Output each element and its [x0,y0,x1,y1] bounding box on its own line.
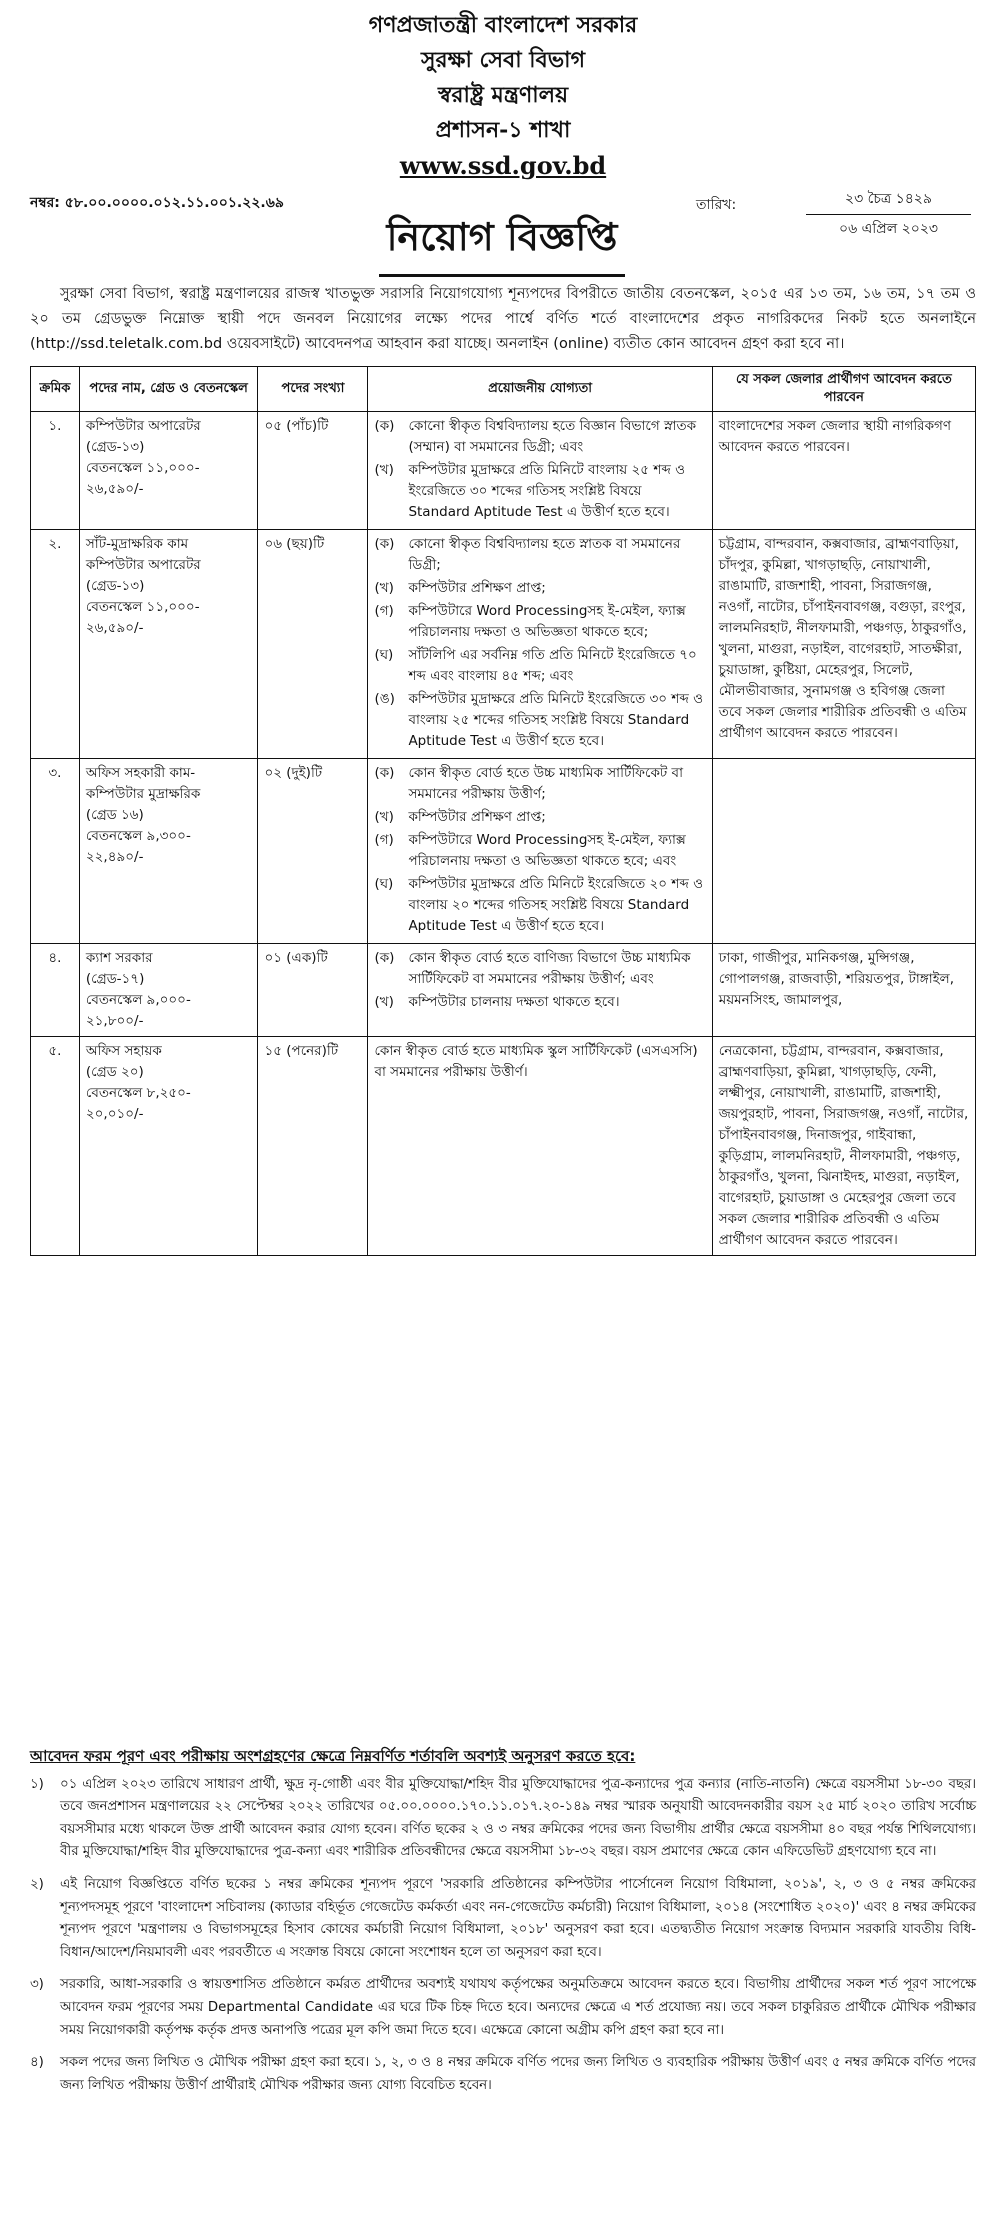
condition-text: এই নিয়োগ বিজ্ঞপ্তিতে বর্ণিত ছকের ১ নম্বর ক্রমিকের শূন্যপদ পূরণে 'সরকারি প্রতিষ্ঠানের কম্পিউটার পার্সোনেল নিয়োগ বিধিমালা, ২০১৯', ২, ৩ ও ৫ নম্বর ক্রমিকের শূন্যপদসমূহ পূরণে 'বাংলাদেশ সচিবালয় (ক্যাডার বহির্ভূত গেজেটেড কর্মকর্তা এবং নন-গেজেটেড কর্মচারী) নিয়োগ বিধিমালা, ২০১৪ (সংশোধিত ২০২০)' এবং ৪ নম্বর ক্রমিকের শূন্যপদ পূরণে 'মন্ত্রণালয় ও বিভাগসমূহের হিসাব কোষের কর্মচারী নিয়োগ বিধিমালা, ২০১৮' অনুসরণ করা হবে। এতদ্ব্যতীত নিয়োগ সংক্রান্ত বিদ্যমান সরকারি যাবতীয় বিধি-বিধান/আদেশ/নিয়মাবলী এবং পরবর্তীতে এ সংক্রান্ত বিষয়ে কোনো সংশোধন হলে তা অনুসরণ করা হবে। [60,1876,976,1960]
qualification-key: (ঘ) [374,647,394,663]
post-line: ২০,০১০/- [85,1106,144,1122]
post-line: বেতনস্কেল ৮,২৫০- [85,1085,191,1101]
qualification-text: কম্পিউটার প্রশিক্ষণ প্রাপ্ত; [408,809,546,825]
qualification-item [374,807,705,828]
qualification-key: (খ) [374,580,394,596]
qualification-item [374,645,705,687]
qualification-text: সাঁটলিপি এর সর্বনিম্ন গতি প্রতি মিনিটে ইংরেজিতে ৭০ শব্দ এবং বাংলায় ৪৫ শব্দ; এবং [408,647,697,684]
division-name: সুরক্ষা সেবা বিভাগ [421,47,585,73]
qualification-item [374,460,705,523]
condition-text: ০১ এপ্রিল ২০২৩ তারিখে সাধারণ প্রার্থী, ক্ষুদ্র নৃ-গোষ্ঠী এবং বীর মুক্তিযোদ্ধা/শহিদ বীর মুক্তিযোদ্ধাদের পুত্র-কন্যাদের পুত্র কন্যার (নাতি-নাতনি) ক্ষেত্রে বয়সসীমা ১৮-৩০ বছর। তবে জনপ্রশাসন মন্ত্রণালয়ের ২২ সেপ্টেম্বর ২০২২ তারিখের ০৫.০০.০০০০.১৭০.১১.০১৭.২০-১৪৯ নম্বর স্মারক অনুযায়ী আবেদনকারীর বয়স ২৫ মার্চ ২০২০ তারিখ সর্বোচ্চ বয়সসীমার মধ্যে থাকলে উক্ত প্রার্থী আবেদন করার যোগ্য হবেন। বর্ণিত ছকের ২ ও ৩ নম্বর ক্রমিকের পদের জন্য বিভাগীয় প্রার্থীর ক্ষেত্রে বয়সসীমা ৪০ বছর পর্যন্ত শিথিলযোগ্য। বীর মুক্তিযোদ্ধা/শহিদ বীর মুক্তিযোদ্ধাদের পুত্র-কন্যা এবং শারীরিক প্রতিবন্ধীদের ক্ষেত্রে বয়সসীমা ১৮-৩২ বছর। বয়স প্রমাণের ক্ষেত্রে কোন এফিডেভিট গ্রহণযোগ্য হবে না। [60,1776,976,1860]
post-line: বেতনস্কেল ৯,৩০০- [85,828,191,844]
condition-text: সকল পদের জন্য লিখিত ও মৌখিক পরীক্ষা গ্রহণ করা হবে। ১, ২, ৩ ও ৪ নম্বর ক্রমিকে বর্ণিত পদের জন্য লিখিত ও ব্যবহারিক পরীক্ষায় উত্তীর্ণ এবং ৫ নম্বর ক্রমিকে বর্ণিত পদের জন্য লিখিত পরীক্ষায় উত্তীর্ণ প্রার্থীরাই মৌখিক পরীক্ষার জন্য যোগ্য বিবেচিত হবেন। [60,2055,976,2093]
col-qualification: প্রয়োজনীয় যোগ্যতা [368,367,712,412]
cell-districts: বাংলাদেশের সকল জেলার স্থায়ী নাগরিকগণ আবেদন করতে পারবেন। [712,412,975,530]
qualification-key: (ঙ) [374,691,395,707]
qualification-item [374,1041,705,1083]
col-serial: ক্রমিক [31,367,80,412]
cell-count: ০৫ (পাঁচ)টি [258,412,368,530]
condition-number: ৩) [30,1977,44,1993]
post-line: অফিস সহকারী কাম- [85,765,196,781]
col-districts: যে সকল জেলার প্রার্থীগণ আবেদন করতে পারবেন [712,367,975,412]
qualification-key: (ক) [374,950,395,966]
col-count: পদের সংখ্যা [258,367,368,412]
cell-qualification [368,412,712,530]
conditions-section [30,1745,976,2107]
qualification-item [374,601,705,643]
condition-number: ১) [30,1776,44,1792]
post-line: (গ্রেড ২০) [85,1064,144,1080]
cell-qualification [368,1037,712,1256]
conditions-list [30,1774,976,2098]
condition-number: ২) [30,1876,44,1892]
cell-serial: ৪. [31,944,80,1037]
cell-post [79,530,258,759]
table-row [31,759,976,944]
condition-item [30,1874,976,1964]
qualification-key: (গ) [374,832,394,848]
condition-item [30,2052,976,2097]
cell-districts: ঢাকা, গাজীপুর, মানিকগঞ্জ, মুন্সিগঞ্জ, গোপালগঞ্জ, রাজবাড়ী, শরিয়তপুর, টাঙ্গাইল, ময়মনসিংহ, জামালপুর, [712,944,975,1037]
post-line: কম্পিউটার অপারেটর [85,418,201,434]
post-line: (গ্রেড-১৩) [85,439,145,455]
cell-districts: নেত্রকোনা, চট্টগ্রাম, বান্দরবান, কক্সবাজার, ব্রাহ্মণবাড়িয়া, কুমিল্লা, খাগড়াছড়ি, ফেনী, লক্ষ্মীপুর, নোয়াখালী, রাঙামাটি, রাজশাহী, জয়পুরহাট, পাবনা, সিরাজগঞ্জ, নওগাঁ, নাটোর, চাঁপাইনবাবগঞ্জ, দিনাজপুর, গাইবান্ধা, কুড়িগ্রাম, লালমনিরহাট, নীলফামারী, পঞ্চগড়, ঠাকুরগাঁও, খুলনা, ঝিনাইদহ, মাগুরা, নড়াইল, বাগেরহাট, চুয়াডাঙ্গা ও মেহেরপুর জেলা তবে সকল জেলার শারীরিক প্রতিবন্ধী ও এতিম প্রার্থীগণ আবেদন করতে পারবেন। [712,1037,975,1256]
condition-item [30,1774,976,1864]
letterhead [30,0,976,183]
cell-count: ১৫ (পনের)টি [258,1037,368,1256]
cell-districts: চট্টগ্রাম, বান্দরবান, কক্সবাজার, ব্রাহ্মণবাড়িয়া, চাঁদপুর, কুমিল্লা, খাগড়াছড়ি, নোয়াখালী, রাঙামাটি, রাজশাহী, পাবনা, সিরাজগঞ্জ, নওগাঁ, নাটোর, চাঁপাইনবাবগঞ্জ, বগুড়া, রংপুর, লালমনিরহাট, নীলফামারী, পঞ্চগড়, ঠাকুরগাঁও, খুলনা, মাগুরা, নড়াইল, বাগেরহাট, সাতক্ষীরা, চুয়াডাঙ্গা, কুষ্টিয়া, মেহেরপুর, সিলেট, মৌলভীবাজার, সুনামগঞ্জ ও হবিগঞ্জ জেলা তবে সকল জেলার শারীরিক প্রতিবন্ধী ও এতিম প্রার্থীগণ আবেদন করতে পারবেন। [712,530,975,759]
cell-qualification [368,944,712,1037]
memo-number: নম্বর: ৫৮.০০.০০০০.০১২.১১.০০১.২২.৬৯ [30,195,284,211]
post-line: সাঁট-মুদ্রাক্ষরিক কাম [85,536,189,552]
table-header-row [31,367,976,412]
cell-count: ০৬ (ছয়)টি [258,530,368,759]
cell-qualification [368,759,712,944]
table-row [31,1037,976,1256]
qualification-text: কোন স্বীকৃত বোর্ড হতে উচ্চ মাধ্যমিক সার্টিফিকেট বা সমমানের পরীক্ষায় উত্তীর্ণ; [408,765,683,802]
cell-serial: ৫. [31,1037,80,1256]
post-line: (গ্রেড-১৩) [85,578,145,594]
conditions-heading: আবেদন ফরম পূরণ এবং পরীক্ষায় অংশগ্রহণের ক্ষেত্রে নিম্নবর্ণিত শর্তাবলি অবশ্যই অনুসরণ করতে হবে: [30,1747,636,1765]
table-row [31,944,976,1037]
post-line: বেতনস্কেল ৯,০০০- [85,992,191,1008]
vacancy-table [30,366,976,1256]
qualification-item [374,763,705,805]
qualification-key: (খ) [374,809,394,825]
qualification-item [374,948,705,990]
qualification-item [374,689,705,752]
qualification-key: (ঘ) [374,876,394,892]
cell-count: ০২ (দুই)টি [258,759,368,944]
table-body [31,412,976,1256]
date-label: তারিখ: [696,197,737,213]
cell-post [79,412,258,530]
qualification-key: (ক) [374,765,395,781]
cell-serial: ১. [31,412,80,530]
qualification-text: কম্পিউটার মুদ্রাক্ষরে প্রতি মিনিটে ইংরেজিতে ২০ শব্দ ও বাংলায় ২০ শব্দের গতিসহ সংশ্লিষ্ট বিষয়ে Standard Aptitude Test এ উত্তীর্ণ হতে হবে। [408,876,704,934]
cell-serial: ৩. [31,759,80,944]
qualification-item [374,578,705,599]
qualification-text: কম্পিউটারে Word Processingসহ ই-মেইল, ফ্যাক্স পরিচালনায় দক্ষতা ও অভিজ্ঞতা থাকতে হবে; এবং [408,832,686,869]
qualification-item [374,416,705,458]
qualification-key: (গ) [374,603,394,619]
post-line: ক্যাশ সরকার [85,950,153,966]
qualification-text: কম্পিউটার প্রশিক্ষণ প্রাপ্ত; [408,580,546,596]
condition-number: ৪) [30,2055,44,2071]
qualification-text: কোনো স্বীকৃত বিশ্ববিদ্যালয় হতে বিজ্ঞান বিভাগে স্নাতক (সম্মান) বা সমমানের ডিগ্রী; এবং [408,418,697,455]
condition-text: সরকারি, আধা-সরকারি ও স্বায়ত্তশাসিত প্রতিষ্ঠানে কর্মরত প্রার্থীদের অবশ্যই যথাযথ কর্তৃপক্ষের অনুমতিক্রমে আবেদন করতে হবে। বিভাগীয় প্রার্থীদের সকল শর্ত পূরণ সাপেক্ষে আবেদন ফরম পূরণের সময় Departmental Candidate এর ঘরে টিক চিহ্ন দিতে হবে। অন্যদের ক্ষেত্রে এ শর্ত প্রযোজ্য নয়। তবে সকল চাকুরিরত প্রার্থীকে মৌখিক পরীক্ষার সময় নিয়োগকারী কর্তৃপক্ষ কর্তৃক প্রদত্ত অনাপত্তি পত্রের মূল কপি জমা দিতে হবে। এক্ষেত্রে কোনো অগ্রীম কপি গ্রহণ করা হবে না। [60,1977,976,2038]
qualification-item [374,534,705,576]
qualification-item [374,992,705,1013]
post-line: কম্পিউটার অপারেটর [85,557,201,573]
col-post: পদের নাম, গ্রেড ও বেতনস্কেল [79,367,258,412]
date-gregorian: ০৬ এপ্রিল ২০২৩ [838,221,939,237]
table-row [31,412,976,530]
qualification-key: (খ) [374,462,394,478]
cell-districts [712,759,975,944]
condition-item [30,1974,976,2042]
post-line: (গ্রেড-১৭) [85,971,145,987]
cell-post [79,1037,258,1256]
post-line: বেতনস্কেল ১১,০০০- [85,599,200,615]
post-line: বেতনস্কেল ১১,০০০- [85,460,200,476]
qualification-text: কম্পিউটার চালনায় দক্ষতা থাকতে হবে। [408,994,620,1010]
post-line: অফিস সহায়ক [85,1043,162,1059]
govt-name: গণপ্রজাতন্ত্রী বাংলাদেশ সরকার [368,12,638,38]
cell-post [79,759,258,944]
qualification-text: কম্পিউটার মুদ্রাক্ষরে প্রতি মিনিটে ইংরেজিতে ৩০ শব্দ ও বাংলায় ২৫ শব্দের গতিসহ সংশ্লিষ্ট বিষয়ে Standard Aptitude Test এ উত্তীর্ণ হতে হবে। [408,691,704,749]
post-line: ২৬,৫৯০/- [85,481,144,497]
title-wrap [0,208,1004,277]
qualification-text: কোনো স্বীকৃত বিশ্ববিদ্যালয় হতে স্নাতক বা সমমানের ডিগ্রী; [408,536,681,573]
qualification-key: (ক) [374,418,395,434]
qualification-text: কোন স্বীকৃত বোর্ড হতে মাধ্যমিক স্কুল সার্টিফিকেট (এসএসসি) বা সমমানের পরীক্ষায় উত্তীর্ণ। [374,1043,698,1080]
date-bangla: ২৩ চৈত্র ১৪২৯ [806,187,971,215]
qualification-key: (ক) [374,536,395,552]
table-row [31,530,976,759]
intro-paragraph: সুরক্ষা সেবা বিভাগ, স্বরাষ্ট্র মন্ত্রণালয়ের রাজস্ব খাতভুক্ত সরাসরি নিয়োগযোগ্য শূন্যপদের বিপরীতে জাতীয় বেতনস্কেল, ২০১৫ এর ১৩ তম, ১৬ তম, ১৭ তম ও ২০ তম গ্রেডভুক্ত নিম্নোক্ত স্থায়ী পদে জনবল নিয়োগের লক্ষ্যে পদের পার্শ্বে বর্ণিত শর্তে বাংলাদেশের প্রকৃত নাগরিকদের নিকট হতে অনলাইনে (http://ssd.teletalk.com.bd ওয়েবসাইটে) আবেদনপত্র আহবান করা যাচ্ছে। অনলাইন (online) ব্যতীত কোন আবেদন গ্রহণ করা হবে না। [30,286,976,352]
cell-count: ০১ (এক)টি [258,944,368,1037]
qualification-text: কোন স্বীকৃত বোর্ড হতে বাণিজ্য বিভাগে উচ্চ মাধ্যমিক সার্টিফিকেট বা সমমানের পরীক্ষায় উত্তীর্ণ; এবং [408,950,691,987]
cell-post [79,944,258,1037]
page-title: নিয়োগ বিজ্ঞপ্তি [379,208,626,277]
qualification-item [374,874,705,937]
cell-qualification [368,530,712,759]
website-link[interactable]: www.ssd.gov.bd [399,151,607,180]
ministry-name: স্বরাষ্ট্র মন্ত্রণালয় [437,82,569,108]
post-line: (গ্রেড ১৬) [85,807,144,823]
post-line: ২১,৮০০/- [85,1013,144,1029]
post-line: ২৬,৫৯০/- [85,620,144,636]
qualification-text: কম্পিউটারে Word Processingসহ ই-মেইল, ফ্যাক্স পরিচালনায় দক্ষতা ও অভিজ্ঞতা থাকতে হবে; [408,603,686,640]
qualification-text: কম্পিউটার মুদ্রাক্ষরে প্রতি মিনিটে বাংলায় ২৫ শব্দ ও ইংরেজিতে ৩০ শব্দের গতিসহ সংশ্লিষ্ট বিষয়ে Standard Aptitude Test এ উত্তীর্ণ হতে হবে। [408,462,686,520]
post-line: ২২,৪৯০/- [85,849,144,865]
post-line: কম্পিউটার মুদ্রাক্ষরিক [85,786,201,802]
qualification-item [374,830,705,872]
qualification-key: (খ) [374,994,394,1010]
branch-name: প্রশাসন-১ শাখা [435,117,571,143]
cell-serial: ২. [31,530,80,759]
